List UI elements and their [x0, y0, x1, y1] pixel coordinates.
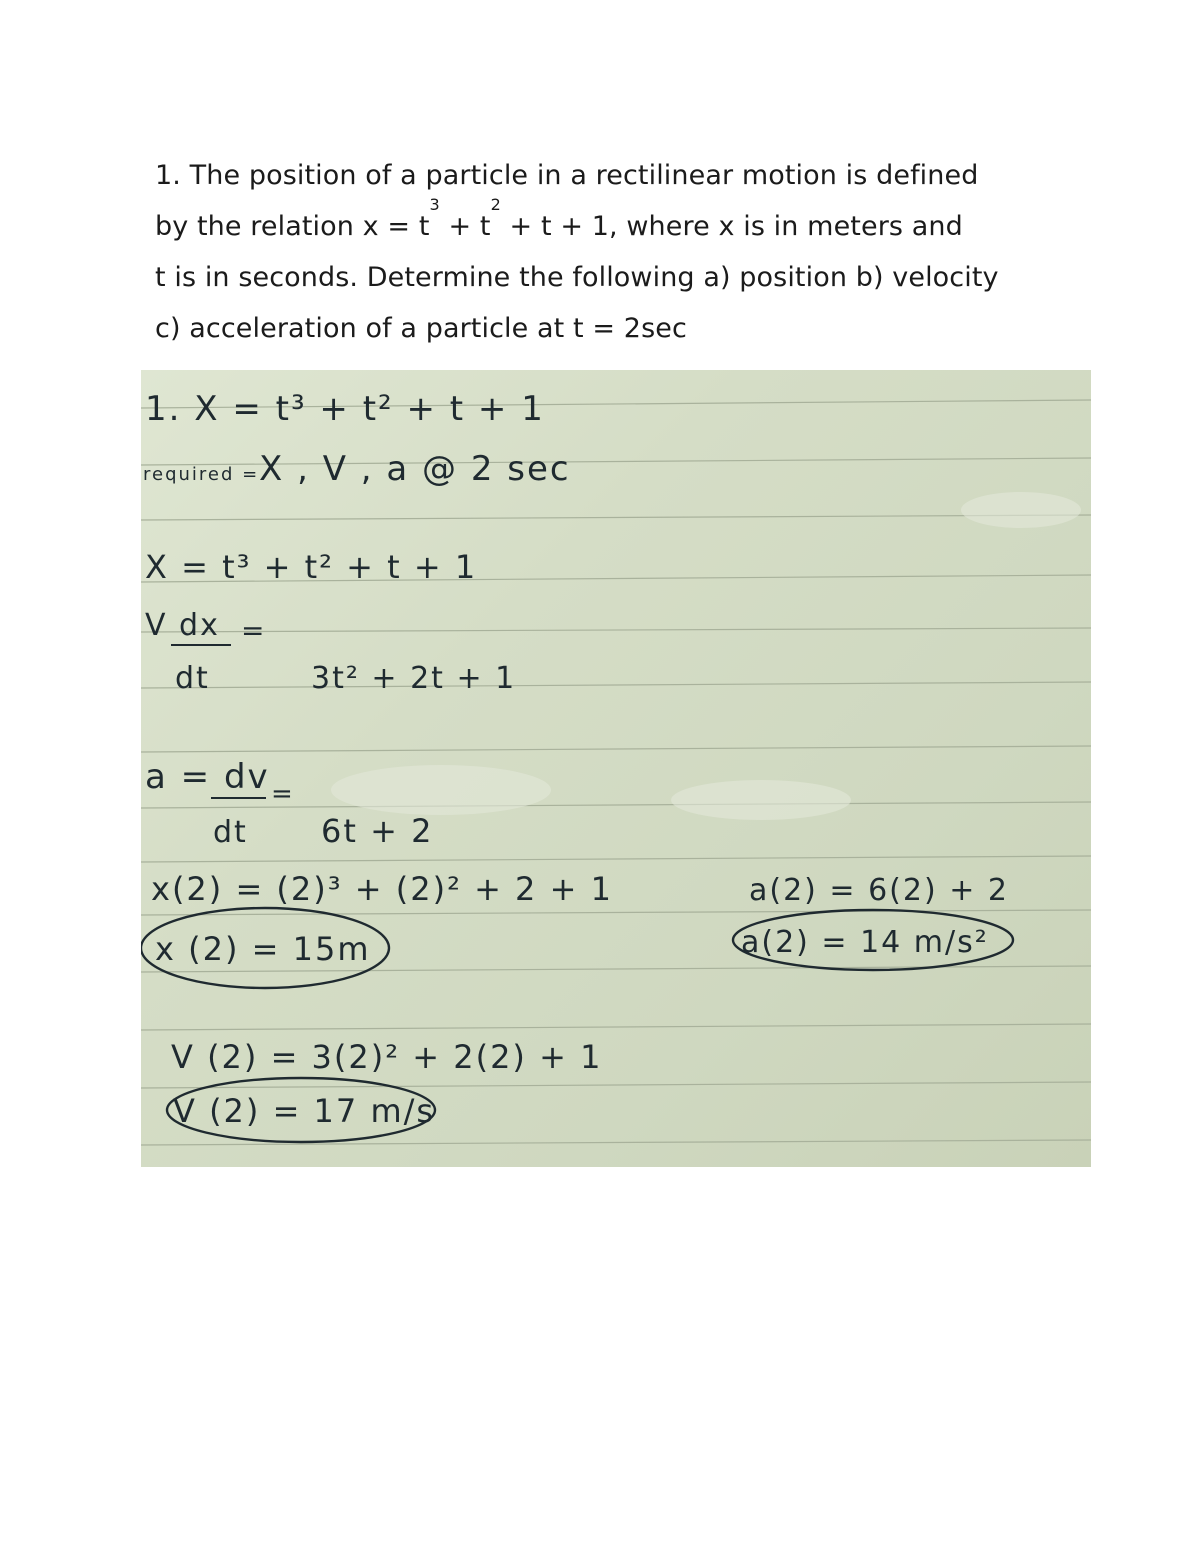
- handwritten-solution-photo: [141, 370, 1091, 1167]
- hw-velocity-denominator: dt: [175, 661, 210, 696]
- problem-statement: [155, 150, 1055, 354]
- exponent-2: 2: [490, 195, 501, 214]
- hw-a2-answer: a(2) = 14 m/s²: [741, 925, 989, 960]
- problem-line-2-suffix: + t + 1, where x is in meters and: [500, 211, 963, 242]
- problem-line-2: [155, 195, 1055, 252]
- hw-v2-calc: V (2) = 3(2)² + 2(2) + 1: [171, 1038, 603, 1076]
- hw-acceleration-eq: 6t + 2: [321, 812, 434, 850]
- problem-line-2-mid: + t: [439, 211, 491, 242]
- hw-x2-answer: x (2) = 15m: [155, 930, 371, 968]
- hw-a2-calc: a(2) = 6(2) + 2: [749, 873, 1009, 908]
- hw-required-label: required =: [143, 464, 260, 485]
- hw-required-values: X , V , a @ 2 sec: [259, 449, 571, 489]
- hw-velocity-def: V dx: [145, 608, 220, 643]
- problem-line-4: c) acceleration of a particle at t = 2sec: [155, 313, 687, 344]
- hw-position-eq: X = t³ + t² + t + 1: [145, 548, 478, 586]
- exponent-3: 3: [429, 195, 440, 214]
- hw-acceleration-denominator: dt: [213, 815, 248, 850]
- paper-smudges: [331, 492, 1081, 820]
- hw-acceleration-equals: =: [271, 779, 295, 809]
- problem-line-3: t is in seconds. Determine the following a) position b) velocity: [155, 262, 999, 293]
- hw-x2-calc: x(2) = (2)³ + (2)² + 2 + 1: [151, 870, 613, 908]
- problem-line-2-prefix: by the relation x = t: [155, 211, 430, 242]
- notebook-paper: [141, 370, 1091, 1167]
- hw-v2-answer: V (2) = 17 m/s: [173, 1092, 436, 1130]
- hw-velocity-eq: 3t² + 2t + 1: [311, 661, 517, 696]
- ruled-lines: [141, 400, 1091, 1145]
- hw-velocity-equals: =: [241, 614, 267, 647]
- hw-acceleration-def: a = dv: [145, 757, 270, 797]
- problem-line-1: 1. The position of a particle in a rectilinear motion is defined: [155, 160, 979, 191]
- hw-line-1: 1. X = t³ + t² + t + 1: [145, 389, 545, 429]
